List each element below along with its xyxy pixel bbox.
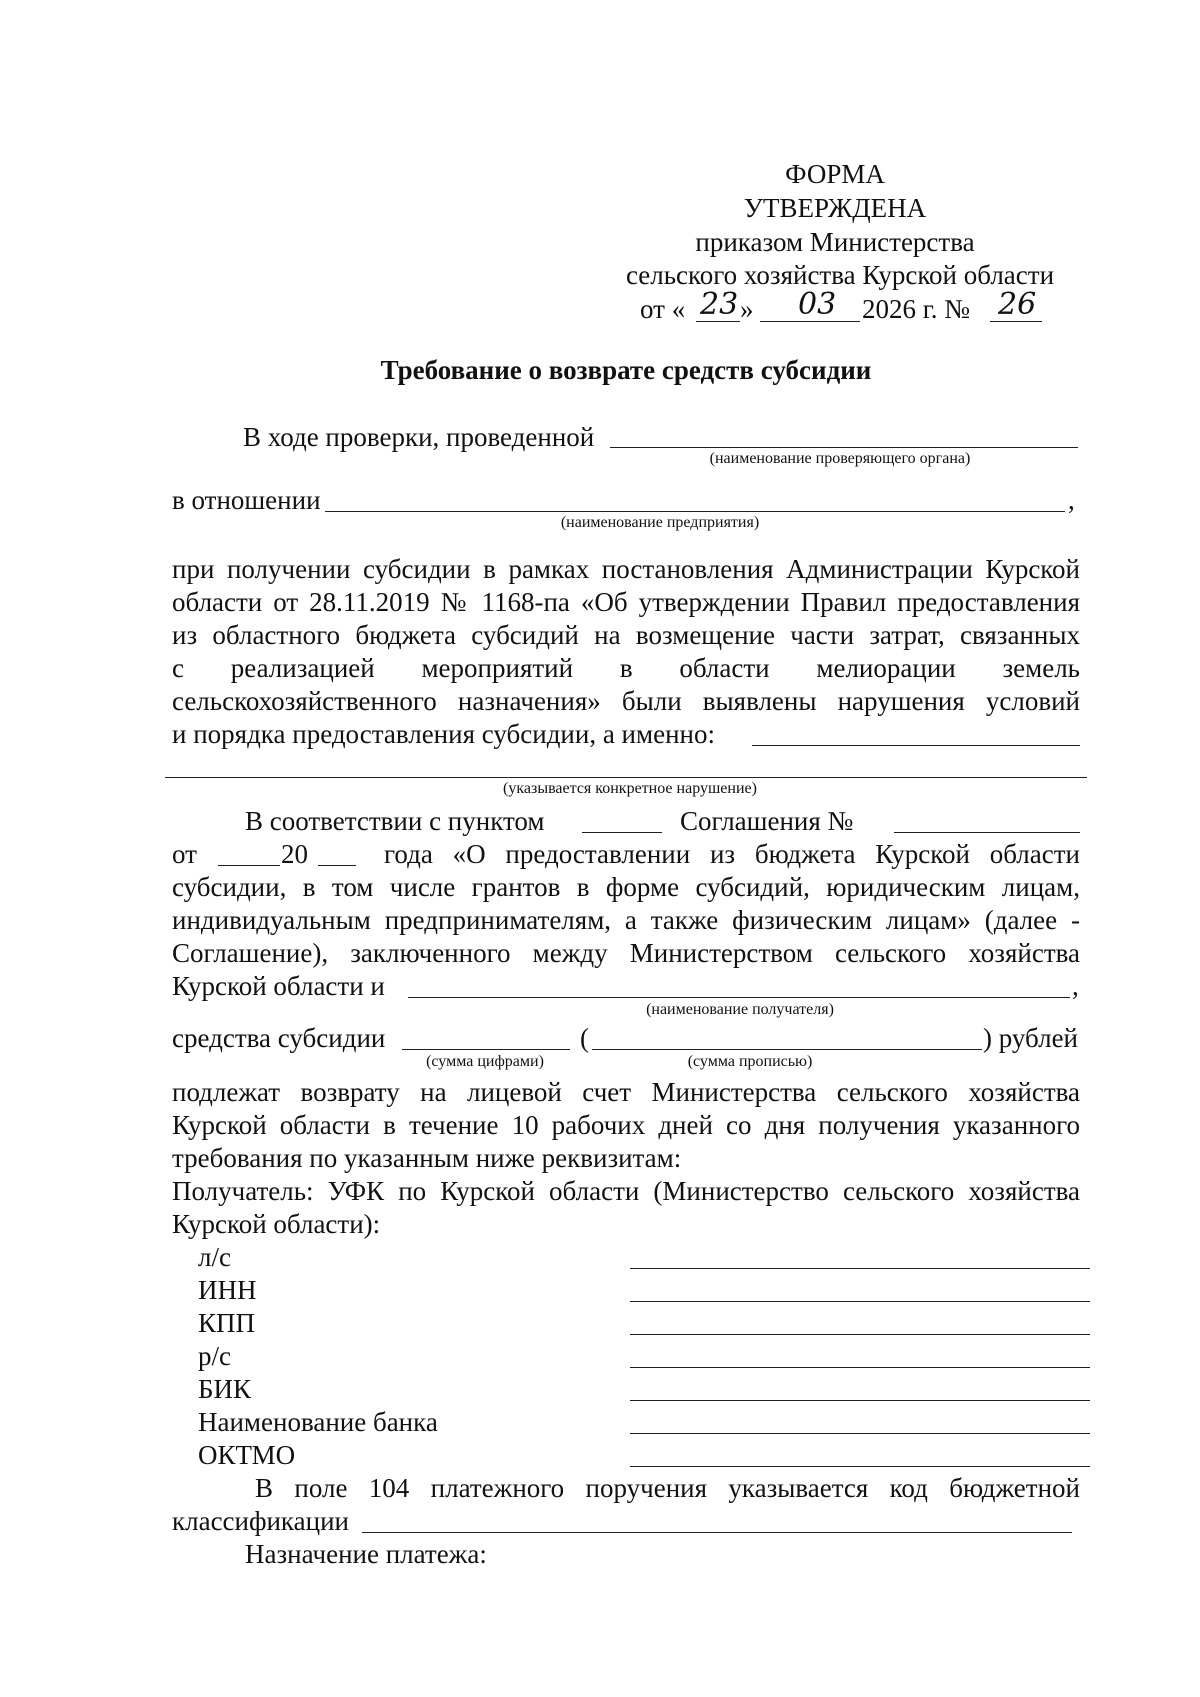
- p2-line2-a: от: [172, 839, 197, 869]
- p3-line: Курской области в течение 10 рабочих дней со дня получения указанного: [172, 1110, 1080, 1140]
- point-field[interactable]: [582, 832, 662, 833]
- p2-comma: ,: [1072, 971, 1079, 1001]
- enterprise-field[interactable]: [325, 511, 1065, 512]
- p3-line: Получатель: УФК по Курской области (Министерство сельского хозяйства: [172, 1176, 1080, 1206]
- organ-caption: (наименование проверяющего органа): [709, 450, 971, 467]
- requisite-inn-field[interactable]: [630, 1301, 1090, 1302]
- document-title: Требование о возврате средств субсидии: [380, 355, 872, 385]
- regarding-label: в отношении: [172, 485, 321, 515]
- agreement-number-field[interactable]: [894, 832, 1080, 833]
- recipient-caption: (наименование получателя): [646, 1001, 834, 1018]
- date-mid: »: [740, 294, 754, 324]
- amount-open-paren: (: [580, 1023, 589, 1053]
- amount-close: ) рублей: [983, 1023, 1079, 1053]
- day-handwritten: 23: [700, 287, 739, 322]
- p2-last-line: Курской области и: [172, 971, 385, 1001]
- p2-line: Соглашение), заключенного между Министерством сельского хозяйства: [172, 938, 1080, 968]
- inspection-lead: В ходе проверки, проведенной: [243, 422, 595, 452]
- month-handwritten: 03: [798, 287, 837, 322]
- p1-line: из областного бюджета субсидий на возмещение части затрат, связанных: [172, 620, 1080, 650]
- approval-by-order: приказом Министерства: [695, 227, 975, 257]
- amount-label: средства субсидии: [172, 1023, 386, 1053]
- year-text: 2026 г. №: [862, 294, 971, 324]
- requisite-oktmo-label: ОКТМО: [198, 1440, 296, 1470]
- p2-line2-b: 20: [281, 839, 308, 869]
- requisite-bank-field[interactable]: [630, 1433, 1090, 1434]
- agreement-year-field[interactable]: [318, 865, 356, 866]
- requisite-rs-field[interactable]: [630, 1367, 1090, 1368]
- violation-field-1[interactable]: [752, 745, 1080, 746]
- p2-line1-a: В соответствии с пунктом: [245, 806, 545, 836]
- organ-field[interactable]: [610, 447, 1078, 448]
- requisite-kpp-label: КПП: [198, 1308, 256, 1338]
- requisite-bank-label: Наименование банка: [198, 1407, 438, 1437]
- recipient-field[interactable]: [408, 997, 1070, 998]
- p1-line: сельскохозяйственного назначения» были выявлены нарушения условий: [172, 686, 1080, 716]
- approval-forma: ФОРМА: [785, 159, 885, 189]
- number-handwritten: 26: [998, 287, 1037, 322]
- p3-line: Курской области):: [172, 1209, 381, 1239]
- violation-caption: (указывается конкретное нарушение): [503, 780, 757, 797]
- agreement-date-field[interactable]: [218, 865, 280, 866]
- amount-digits-caption: (сумма цифрами): [426, 1053, 544, 1070]
- approval-ministry: сельского хозяйства Курской области: [625, 260, 1055, 290]
- p3-line: требования по указанным ниже реквизитам:: [172, 1143, 682, 1173]
- requisite-kpp-field[interactable]: [630, 1334, 1090, 1335]
- p2-line: индивидуальным предпринимателям, а также физическим лицам» (далее -: [172, 905, 1080, 935]
- requisite-inn-label: ИНН: [198, 1275, 257, 1305]
- field104-line1: В поле 104 платежного поручения указывается код бюджетной: [255, 1473, 1080, 1503]
- enterprise-caption: (наименование предприятия): [560, 514, 760, 531]
- requisite-bik-label: БИК: [198, 1374, 252, 1404]
- p2-line: субсидии, в том числе грантов в форме субсидий, юридическим лицам,: [172, 872, 1080, 902]
- amount-words-field[interactable]: [592, 1049, 982, 1050]
- payment-purpose-label: Назначение платежа:: [245, 1539, 487, 1569]
- field104-line2: классификации: [172, 1506, 349, 1536]
- p2-line1-b: Соглашения №: [680, 806, 854, 836]
- amount-digits-field[interactable]: [402, 1049, 570, 1050]
- p1-line-last: и порядка предоставления субсидии, а именно:: [172, 719, 715, 749]
- p2-line2-c: года «О предоставлении из бюджета Курской области: [384, 839, 1080, 869]
- p1-line: области от 28.11.2019 № 1168-па «Об утверждении Правил предоставления: [172, 587, 1080, 617]
- kbk-field[interactable]: [362, 1532, 1072, 1533]
- requisite-ls-label: л/с: [198, 1242, 231, 1272]
- p1-line: при получении субсидии в рамках постановления Администрации Курской: [172, 554, 1080, 584]
- requisite-bik-field[interactable]: [630, 1400, 1090, 1401]
- p1-line: с реализацией мероприятий в области мелиорации земель: [172, 653, 1080, 683]
- regarding-comma: ,: [1068, 485, 1075, 515]
- requisite-ls-field[interactable]: [630, 1268, 1090, 1269]
- violation-field-2[interactable]: [165, 777, 1087, 778]
- p3-line: подлежат возврату на лицевой счет Министерства сельского хозяйства: [172, 1077, 1080, 1107]
- approval-approved: УТВЕРЖДЕНА: [743, 193, 927, 223]
- amount-words-caption: (сумма прописью): [687, 1053, 813, 1070]
- requisite-oktmo-field[interactable]: [630, 1466, 1090, 1467]
- requisite-rs-label: р/с: [198, 1341, 231, 1371]
- date-prefix: от «: [640, 294, 686, 324]
